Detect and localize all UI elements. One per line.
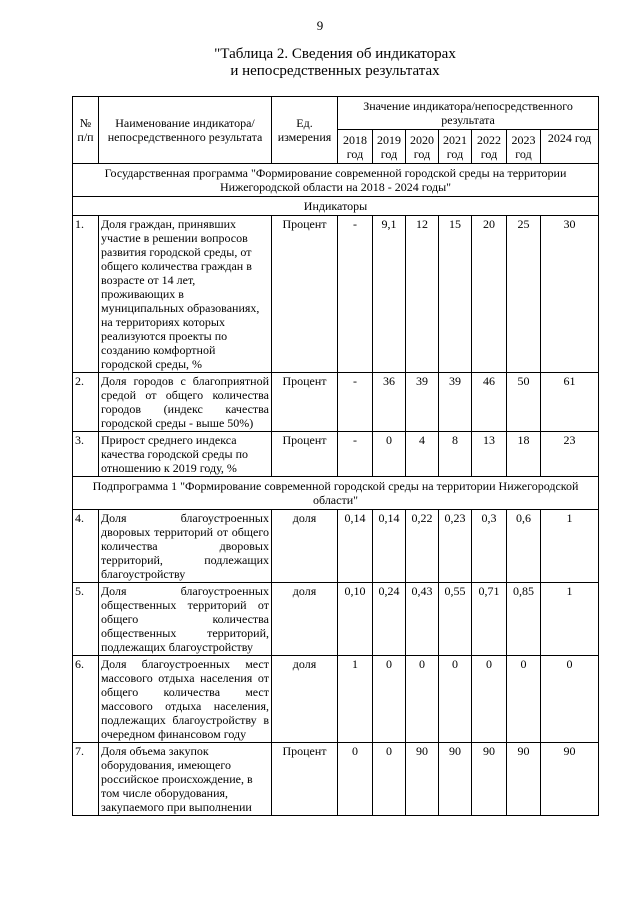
- row-value: 23: [541, 432, 599, 477]
- table-row: [73, 743, 599, 816]
- program-title: Государственная программа "Формирование современной городской среды на территории Нижегородской области на 2018 - 2024 годы": [73, 164, 599, 197]
- header-year: 2022 год: [472, 130, 507, 164]
- row-name: Доля благоустроенных мест массового отдыха населения от общего количества мест массового отдыха населения, подлежащих благоустройству в очередном финансовом году: [99, 656, 272, 743]
- row-value: 0: [373, 743, 406, 816]
- header-year: 2021 год: [439, 130, 472, 164]
- header-year: 2023 год: [507, 130, 541, 164]
- indicators-label-row: [73, 197, 599, 216]
- header-year: 2024 год: [541, 130, 599, 164]
- row-value: 0,10: [338, 583, 373, 656]
- row-value: 9,1: [373, 216, 406, 373]
- row-value: 20: [472, 216, 507, 373]
- row-value: 0,85: [507, 583, 541, 656]
- header-values: Значение индикатора/непосредственного результата: [338, 97, 599, 130]
- row-value: 0: [406, 656, 439, 743]
- table-row: [73, 373, 599, 432]
- row-value: 0: [338, 743, 373, 816]
- row-value: 0,6: [507, 510, 541, 583]
- row-num: 3.: [73, 432, 99, 477]
- row-value: 0: [373, 432, 406, 477]
- program-row: [73, 164, 599, 197]
- row-unit: Процент: [272, 743, 338, 816]
- row-value: 0: [507, 656, 541, 743]
- row-value: 25: [507, 216, 541, 373]
- row-value: 0,22: [406, 510, 439, 583]
- row-value: 13: [472, 432, 507, 477]
- subprogram-title: Подпрограмма 1 "Формирование современной городской среды на территории Нижегородской области": [73, 477, 599, 510]
- row-value: 46: [472, 373, 507, 432]
- table-row: [73, 432, 599, 477]
- header-year: 2020 год: [406, 130, 439, 164]
- row-value: 30: [541, 216, 599, 373]
- row-value: 90: [472, 743, 507, 816]
- row-value: 18: [507, 432, 541, 477]
- row-value: 1: [541, 583, 599, 656]
- row-value: 39: [406, 373, 439, 432]
- header-num: № п/п: [73, 97, 99, 164]
- row-value: 1: [338, 656, 373, 743]
- row-value: 61: [541, 373, 599, 432]
- table-row: [73, 583, 599, 656]
- row-value: 0,43: [406, 583, 439, 656]
- row-value: -: [338, 373, 373, 432]
- subprogram-row: [73, 477, 599, 510]
- row-unit: Процент: [272, 373, 338, 432]
- header-name: Наименование индикатора/ непосредственного результата: [99, 97, 272, 164]
- row-value: 8: [439, 432, 472, 477]
- row-value: 15: [439, 216, 472, 373]
- row-num: 6.: [73, 656, 99, 743]
- row-num: 4.: [73, 510, 99, 583]
- row-value: 12: [406, 216, 439, 373]
- row-unit: доля: [272, 583, 338, 656]
- row-value: 0,24: [373, 583, 406, 656]
- row-unit: доля: [272, 510, 338, 583]
- row-value: 0,55: [439, 583, 472, 656]
- row-unit: Процент: [272, 216, 338, 373]
- row-value: 0,71: [472, 583, 507, 656]
- row-value: -: [338, 216, 373, 373]
- table-title-line-2: и непосредственных результатах: [230, 63, 440, 79]
- page-number: 9: [316, 18, 324, 33]
- header-year: 2019 год: [373, 130, 406, 164]
- row-value: 0: [541, 656, 599, 743]
- row-value: 39: [439, 373, 472, 432]
- row-value: 90: [406, 743, 439, 816]
- row-value: 36: [373, 373, 406, 432]
- row-value: 0,3: [472, 510, 507, 583]
- row-value: 1: [541, 510, 599, 583]
- row-value: 90: [541, 743, 599, 816]
- row-name: Доля городов с благоприятной средой от общего количества городов (индекс качества городской среды - выше 50%): [99, 373, 272, 432]
- header-year: 2018 год: [338, 130, 373, 164]
- row-num: 7.: [73, 743, 99, 816]
- indicators-label: Индикаторы: [73, 197, 599, 216]
- table-title-line-1: "Таблица 2. Сведения об индикаторах: [214, 46, 456, 62]
- row-num: 5.: [73, 583, 99, 656]
- row-name: Доля благоустроенных дворовых территорий от общего количества дворовых территорий, подлежащих благоустройству: [99, 510, 272, 583]
- row-num: 2.: [73, 373, 99, 432]
- row-name: Доля граждан, принявших участие в решении вопросов развития городской среды, от общего количества граждан в возрасте от 14 лет, проживающих в муниципальных образованиях, на территориях которых реализуются проекты по созданию комфортной городской среды, %: [99, 216, 272, 373]
- row-unit: доля: [272, 656, 338, 743]
- row-value: 4: [406, 432, 439, 477]
- row-value: 0: [373, 656, 406, 743]
- row-value: -: [338, 432, 373, 477]
- row-name: Доля объема закупок оборудования, имеющего российское происхождение, в том числе оборудования, закупаемого при выполнении: [99, 743, 272, 816]
- row-value: 0,14: [373, 510, 406, 583]
- row-num: 1.: [73, 216, 99, 373]
- row-value: 90: [439, 743, 472, 816]
- row-value: 50: [507, 373, 541, 432]
- row-value: 90: [507, 743, 541, 816]
- row-value: 0: [472, 656, 507, 743]
- table-row: [73, 216, 599, 373]
- header-unit: Ед. измерения: [272, 97, 338, 164]
- row-name: Прирост среднего индекса качества городской среды по отношению к 2019 году, %: [99, 432, 272, 477]
- row-unit: Процент: [272, 432, 338, 477]
- table-row: [73, 656, 599, 743]
- header-row: [73, 97, 599, 130]
- row-value: 0: [439, 656, 472, 743]
- indicators-table: [72, 96, 599, 816]
- row-name: Доля благоустроенных общественных территорий от общего количества общественных территорий, подлежащих благоустройству: [99, 583, 272, 656]
- table-title: [0, 46, 640, 80]
- table-row: [73, 510, 599, 583]
- row-value: 0,23: [439, 510, 472, 583]
- row-value: 0,14: [338, 510, 373, 583]
